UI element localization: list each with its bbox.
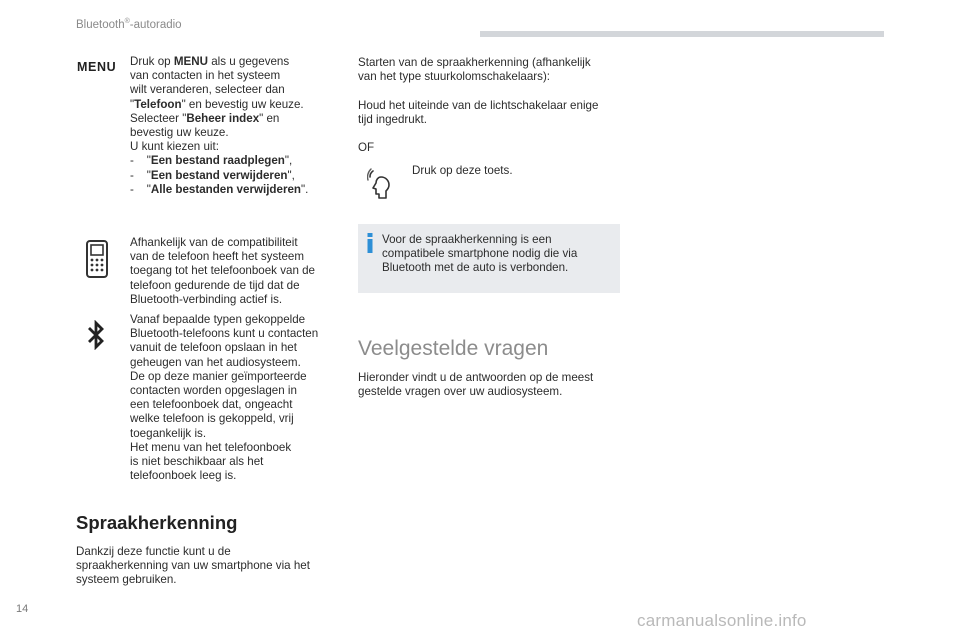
info-note-text: Voor de spraakherkenning is een compatibele smartphone nodig die via Bluetooth met de auto is verbonden. bbox=[382, 233, 578, 275]
phone-icon bbox=[86, 240, 108, 278]
press-button-text: Druk op deze toets. bbox=[412, 164, 513, 177]
section-heading-faq: Veelgestelde vragen bbox=[358, 337, 549, 360]
header-title: Bluetooth®-autoradio bbox=[76, 18, 182, 31]
header-rule bbox=[480, 31, 884, 37]
faq-paragraph: Hieronder vindt u de antwoorden op de meest gestelde vragen over uw audiosysteem. bbox=[358, 371, 594, 399]
voice-command-icon bbox=[367, 168, 399, 202]
hold-switch-paragraph: Houd het uiteinde van de lichtschakelaar enige tijd ingedrukt. bbox=[358, 99, 599, 127]
section-heading-spraakherkenning: Spraakherkenning bbox=[76, 512, 238, 533]
or-label: OF bbox=[358, 141, 375, 154]
bluetooth-icon bbox=[87, 320, 105, 350]
bluetooth-paragraph: Vanaf bepaalde typen gekoppelde Bluetooth-telefoons kunt u contacten vanuit de telefoon opslaan in het geheugen van het audiosysteem. De op deze manier geïmporteerde contacten worden opgeslagen in een telefoonboek dat, ongeacht welke telefoon is gekoppeld, vrij toegankelijk is. Het menu van het telefoonboek is niet beschikbaar als het telefoonboek leeg is. bbox=[130, 313, 319, 483]
watermark: carmanualsonline.info bbox=[637, 611, 807, 630]
menu-instructions: Druk op MENU als u gegevens van contacten in het systeem wilt veranderen, selecteer dan "Telefoon" en bevestig uw keuze. Selecteer "Beheer index" en bevestig uw keuze. U kunt kiezen uit: - "Een bestand raadplegen", - "Een bestand verwijderen", - "Alle bestanden verwijderen". bbox=[130, 55, 309, 196]
compatibility-paragraph: Afhankelijk van de compatibiliteit van de telefoon heeft het systeem toegang tot het telefoonboek van de telefoon gedurende de tijd dat de Bluetooth-verbinding actief is. bbox=[130, 236, 316, 306]
menu-button-icon: MENU bbox=[77, 60, 117, 74]
page-number: 14 bbox=[16, 603, 29, 615]
start-voice-paragraph: Starten van de spraakherkenning (afhankelijk van het type stuurkolomschakelaars): bbox=[358, 56, 591, 84]
spraakherkenning-paragraph: Dankzij deze functie kunt u de spraakherkenning van uw smartphone via het systeem gebruiken. bbox=[76, 545, 310, 587]
info-icon bbox=[366, 233, 374, 253]
